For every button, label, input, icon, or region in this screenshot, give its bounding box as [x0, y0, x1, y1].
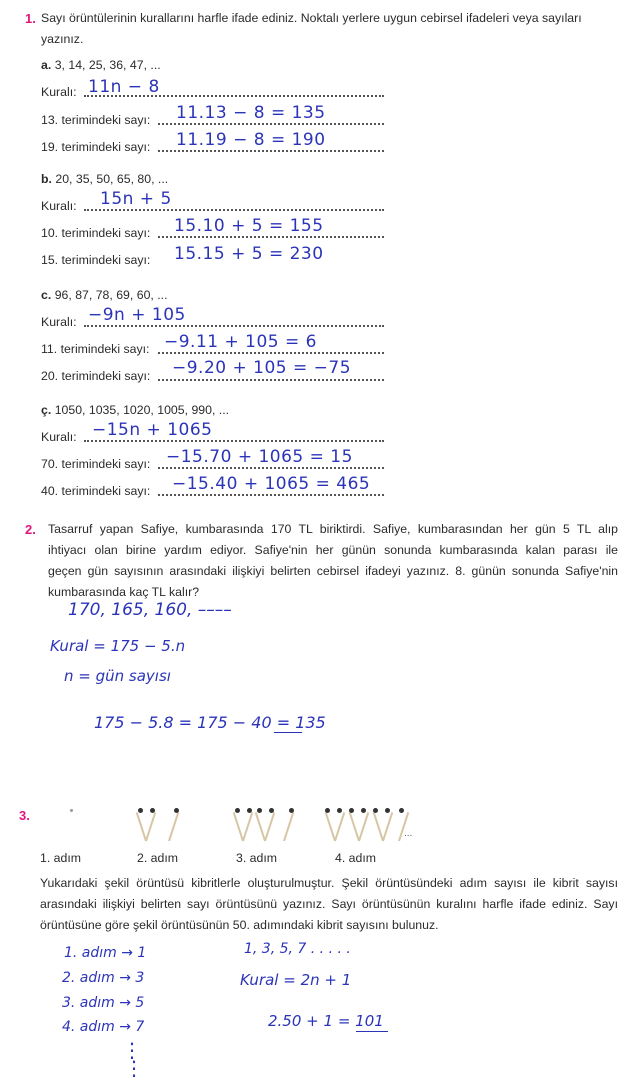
handwritten-step: 1. adım → 1	[64, 945, 147, 961]
handwritten-calculation: 2.50 + 1 = 101	[268, 1012, 384, 1030]
handwritten-answer: 15.10 + 5 = 155	[174, 216, 324, 236]
part-letter: ç.	[41, 403, 52, 417]
row-label: 15. terimindeki sayı:	[41, 253, 151, 267]
matchstick-head-icon	[385, 808, 390, 813]
matchstick-head-icon	[325, 808, 330, 813]
row-label: 10. terimindeki sayı:	[41, 226, 151, 240]
row-label: 13. terimindeki sayı:	[41, 113, 151, 127]
handwritten-step: 4. adım → 7	[62, 1019, 145, 1035]
sequence: 3, 14, 25, 36, 47, ...	[54, 58, 161, 72]
ellipsis: ...	[404, 828, 413, 839]
handwritten-answer: −9.20 + 105 = −75	[172, 358, 352, 378]
sequence: 1050, 1035, 1020, 1005, 990, ...	[54, 403, 230, 417]
question-prompt	[40, 873, 618, 936]
vertical-ellipsis: ⋮	[124, 1056, 144, 1080]
answer-line[interactable]	[158, 123, 384, 125]
prompt-line: ihtiyacı olan birine yardım ediyor. Safiye'nin her günün sonunda kumbarasında kalan parası ile	[48, 543, 618, 557]
prompt-line: geçen gün sayısının arasındaki ilişkiyi belirten cebirsel ifadeyi yazınız. 8. günün sonunda Safiye'nin	[48, 564, 618, 578]
matchstick-head-icon	[70, 809, 73, 812]
handwritten-answer: −15.70 + 1065 = 15	[166, 447, 353, 467]
matchstick-head-icon	[373, 808, 378, 813]
matchstick-head-icon	[289, 808, 294, 813]
matchstick-head-icon	[361, 808, 366, 813]
prompt-line: Yukarıdaki şekil örüntüsü kibritlerle oluşturulmuştur. Şekil örüntüsündeki adım sayısı ile kibrit sayısı	[40, 876, 618, 890]
matchstick-head-icon	[269, 808, 274, 813]
matchstick-icon	[242, 812, 253, 841]
matchstick-icon	[145, 812, 156, 841]
step-label: 4. adım	[335, 851, 377, 865]
prompt-line: kumbarasında kaç TL kalır?	[48, 585, 200, 599]
rule-label: Kuralı:	[41, 85, 77, 99]
matchstick-icon	[168, 812, 179, 841]
matchstick-icon	[334, 812, 345, 841]
matchstick-icon	[358, 812, 369, 841]
handwritten-variable: n = gün sayısı	[64, 667, 171, 685]
question-number: 3.	[19, 808, 30, 823]
handwritten-answer: −9.11 + 105 = 6	[164, 332, 317, 352]
handwritten-answer: 11.19 − 8 = 190	[176, 130, 326, 150]
handwritten-rule: −15n + 1065	[92, 420, 213, 440]
matchstick-head-icon	[399, 808, 404, 813]
matchstick-head-icon	[257, 808, 262, 813]
prompt-line: Tasarruf yapan Safiye, kumbarasında 170 TL biriktirdi. Safiye, kumbarasından her gün 5 TL alıp	[48, 522, 618, 536]
matchstick-icon	[283, 812, 294, 841]
row-label: 40. terimindeki sayı:	[41, 484, 151, 498]
row-label: 19. terimindeki sayı:	[41, 140, 151, 154]
question-number: 2.	[25, 522, 36, 537]
handwritten-rule: 15n + 5	[100, 189, 172, 209]
matchstick-head-icon	[247, 808, 252, 813]
matchstick-head-icon	[349, 808, 354, 813]
row-label: 70. terimindeki sayı:	[41, 457, 151, 471]
matchstick-icon	[382, 812, 393, 841]
answer-line[interactable]	[158, 494, 384, 496]
matchstick-icon	[264, 812, 275, 841]
answer-underline	[356, 1031, 388, 1032]
answer-line[interactable]	[158, 379, 384, 381]
row-label: 20. terimindeki sayı:	[41, 369, 151, 383]
question-prompt	[48, 519, 618, 603]
prompt-line: yazınız.	[41, 32, 84, 46]
handwritten-answer: 15.15 + 5 = 230	[174, 244, 324, 264]
handwritten-calculation: 175 − 5.8 = 175 − 40 = 135	[94, 713, 326, 732]
vertical-ellipsis: ⋮	[122, 1038, 142, 1062]
handwritten-sequence: 1, 3, 5, 7 . . . . .	[244, 941, 351, 957]
answer-line[interactable]	[84, 209, 384, 211]
part-letter: c.	[41, 288, 52, 302]
rule-label: Kuralı:	[41, 430, 77, 444]
question-number: 1.	[25, 11, 36, 26]
part-letter: b.	[41, 172, 52, 186]
row-label: 11. terimindeki sayı:	[41, 342, 150, 356]
matchstick-head-icon	[138, 808, 143, 813]
matchstick-head-icon	[337, 808, 342, 813]
question-prompt	[41, 8, 582, 50]
answer-line[interactable]	[158, 467, 384, 469]
rule-label: Kuralı:	[41, 199, 77, 213]
handwritten-step: 2. adım → 3	[62, 970, 145, 986]
handwritten-sequence: 170, 165, 160, ––––	[68, 600, 232, 620]
answer-line[interactable]	[84, 325, 384, 327]
matchstick-head-icon	[150, 808, 155, 813]
handwritten-answer: −15.40 + 1065 = 465	[172, 474, 371, 494]
answer-line[interactable]	[158, 352, 384, 354]
prompt-line: Sayı örüntülerinin kurallarını harfle ifade ediniz. Noktalı yerlere uygun cebirsel ifadeleri veya sayıları	[41, 11, 582, 25]
part-letter: a.	[41, 58, 52, 72]
matchstick-head-icon	[174, 808, 179, 813]
step-label: 3. adım	[236, 851, 278, 865]
answer-line[interactable]	[158, 150, 384, 152]
step-label: 2. adım	[137, 851, 179, 865]
handwritten-step: 3. adım → 5	[62, 995, 145, 1011]
prompt-line: arasındaki ilişkiyi belirten sayı örüntüsünü yazınız. Sayı örüntüsünün kuralını harfle ifade ediniz. Sayı	[40, 897, 618, 911]
answer-line[interactable]	[84, 440, 384, 442]
rule-label: Kuralı:	[41, 315, 77, 329]
sequence: 20, 35, 50, 65, 80, ...	[55, 172, 169, 186]
answer-underline	[274, 732, 302, 733]
handwritten-rule: Kural = 175 − 5.n	[50, 637, 186, 655]
answer-line[interactable]	[158, 236, 384, 238]
sequence: 96, 87, 78, 69, 60, ...	[54, 288, 168, 302]
matchstick-head-icon	[235, 808, 240, 813]
handwritten-rule: −9n + 105	[88, 305, 186, 325]
prompt-line: örüntüsüne göre şekil örüntüsünün 50. adımındaki kibrit sayısını bulunuz.	[40, 918, 439, 932]
handwritten-rule: Kural = 2n + 1	[240, 971, 352, 989]
handwritten-answer: 11.13 − 8 = 135	[176, 103, 326, 123]
handwritten-rule: 11n − 8	[88, 77, 160, 97]
step-label: 1. adım	[40, 851, 82, 865]
